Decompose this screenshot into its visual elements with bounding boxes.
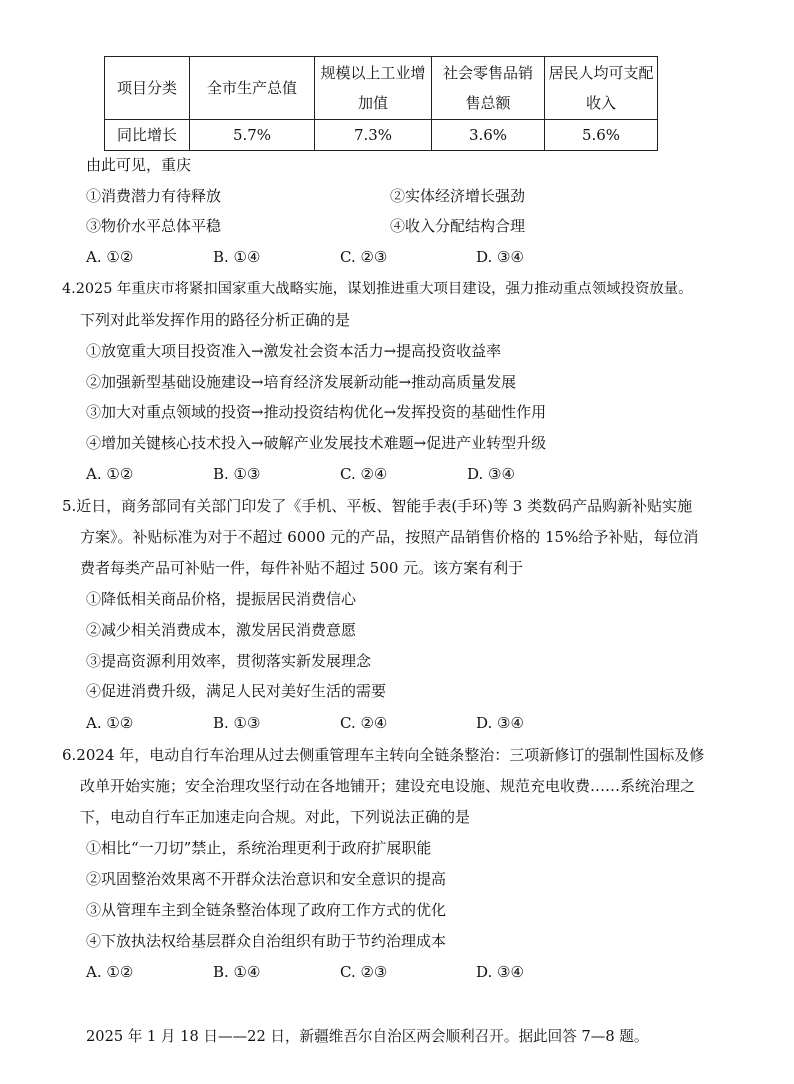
q4-item-1: ①放宽重大项目投资准入→激发社会资本活力→提高投资收益率 (86, 342, 502, 360)
table-header-industry: 规模以上工业增 加值 (315, 57, 432, 120)
table-row-label: 同比增长 (105, 120, 190, 151)
growth-table (104, 56, 658, 151)
q7-8-lead: 2025 年 1 月 18 日——22 日，新疆维吾尔自治区两会顺利召开。据此回答 7—8 题。 (86, 1028, 649, 1045)
q5-item-1: ①降低相关商品价格，提振居民消费信心 (86, 590, 357, 608)
q6-item-4: ④下放执法权给基层群众自治组织有助于节约治理成本 (86, 932, 447, 950)
q5-choice-b[interactable]: B. ①③ (213, 714, 261, 732)
table-header-retail: 社会零售品销 售总额 (432, 57, 545, 120)
q6-item-1: ①相比“一刀切”禁止，系统治理更利于政府扩展职能 (86, 839, 432, 857)
q4-item-2: ②加强新型基础设施建设→培育经济发展新动能→推动高质量发展 (86, 373, 517, 391)
q5-stem-line-1: 5.近日，商务部同有关部门印发了《手机、平板、智能手表(手环)等 3 类数码产品购新补贴实施 (62, 497, 693, 515)
q6-choice-b[interactable]: B. ①④ (213, 963, 261, 981)
table-header-gdp: 全市生产总值 (190, 57, 315, 120)
q3-choice-b[interactable]: B. ①④ (213, 248, 261, 266)
table-cell-gdp: 5.7% (190, 120, 315, 151)
q6-stem-line-3: 下，电动自行车正加速走向合规。对此，下列说法正确的是 (80, 808, 471, 826)
q4-choice-c[interactable]: C. ②④ (340, 465, 388, 483)
q5-stem-line-3: 费者每类产品可补贴一件，每件补贴不超过 500 元。该方案有利于 (80, 559, 524, 577)
table-header-category: 项目分类 (105, 57, 190, 120)
q6-stem-line-2: 改单开始实施；安全治理攻坚行动在各地铺开；建设充电设施、规范充电收费……系统治理之 (80, 777, 696, 795)
q5-choice-d[interactable]: D. ③④ (476, 714, 524, 732)
q4-stem-line-2: 下列对此举发挥作用的路径分析正确的是 (80, 311, 351, 329)
q3-choice-d[interactable]: D. ③④ (476, 248, 524, 266)
table-header-row (105, 57, 658, 120)
q5-item-2: ②减少相关消费成本，激发居民消费意愿 (86, 621, 357, 639)
q4-item-3: ③加大对重点领域的投资→推动投资结构优化→发挥投资的基础性作用 (86, 403, 547, 421)
q3-item-1: ①消费潜力有待释放 (86, 187, 222, 205)
q4-item-4: ④增加关键核心技术投入→破解产业发展技术难题→促进产业转型升级 (86, 434, 547, 452)
q3-item-2: ②实体经济增长强劲 (390, 187, 526, 205)
table-cell-income: 5.6% (545, 120, 658, 151)
q6-choice-c[interactable]: C. ②③ (340, 963, 388, 981)
table-header-income: 居民人均可支配 收入 (545, 57, 658, 120)
q4-choice-d[interactable]: D. ③④ (467, 465, 515, 483)
q5-choice-a[interactable]: A. ①② (86, 714, 134, 732)
q3-item-3: ③物价水平总体平稳 (86, 217, 222, 235)
q5-stem-line-2: 方案》。补贴标准为对于不超过 6000 元的产品，按照产品销售价格的 15%给予补贴，每位消 (80, 528, 699, 546)
table-value-row (105, 120, 658, 151)
q6-choice-a[interactable]: A. ①② (86, 963, 134, 981)
table-cell-industry: 7.3% (315, 120, 432, 151)
q3-choice-a[interactable]: A. ①② (86, 248, 134, 266)
q3-choice-c[interactable]: C. ②③ (340, 248, 388, 266)
q5-choice-c[interactable]: C. ②④ (340, 714, 388, 732)
q5-item-4: ④促进消费升级，满足人民对美好生活的需要 (86, 682, 387, 700)
q3-lead: 由此可见，重庆 (86, 156, 192, 174)
q6-item-3: ③从管理车主到全链条整治体现了政府工作方式的优化 (86, 901, 447, 919)
q5-item-3: ③提高资源利用效率，贯彻落实新发展理念 (86, 652, 372, 670)
q3-item-4: ④收入分配结构合理 (390, 217, 526, 235)
q6-item-2: ②巩固整治效果离不开群众法治意识和安全意识的提高 (86, 870, 447, 888)
q6-stem-line-1: 6.2024 年，电动自行车治理从过去侧重管理车主转向全链条整治：三项新修订的强制性国标及修 (62, 746, 705, 764)
q4-stem-line-1: 4.2025 年重庆市将紧扣国家重大战略实施，谋划推进重大项目建设，强力推动重点领域投资放量。 (62, 281, 693, 297)
q4-choice-a[interactable]: A. ①② (86, 465, 134, 483)
q4-choice-b[interactable]: B. ①③ (213, 465, 261, 483)
q6-choice-d[interactable]: D. ③④ (476, 963, 524, 981)
table-cell-retail: 3.6% (432, 120, 545, 151)
